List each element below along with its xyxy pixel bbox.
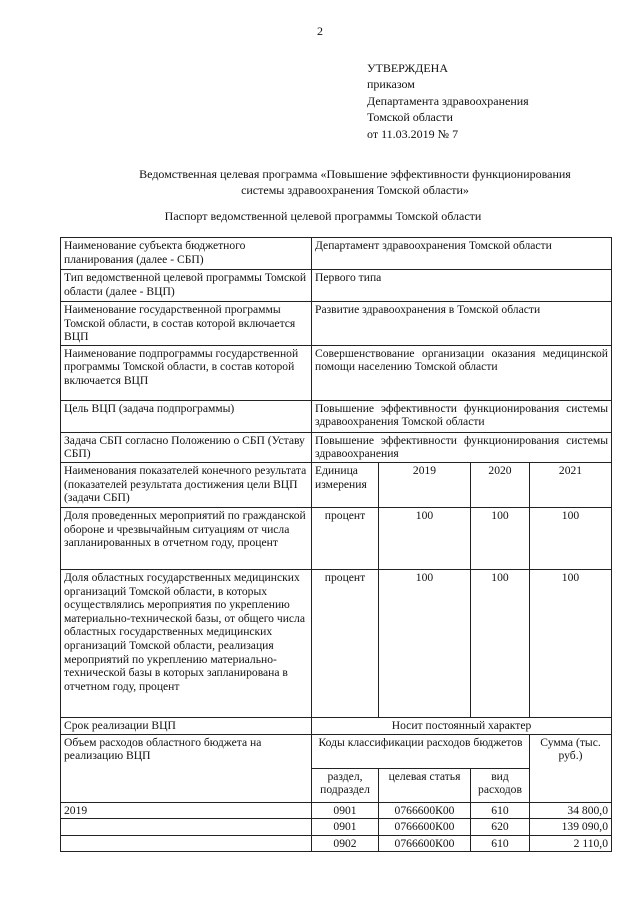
codes-header: Коды классификации расходов бюджетов: [312, 734, 530, 768]
row-label: Задача СБП согласно Положению о СБП (Уставу СБП): [61, 432, 312, 462]
term-label: Срок реализации ВЦП: [61, 717, 312, 734]
year-header: 2021: [530, 462, 612, 507]
indicator-value: 100: [379, 507, 471, 569]
title-line: Ведомственная целевая программа «Повышение эффективности функционирования: [139, 167, 571, 181]
indicator-value: 100: [471, 569, 530, 717]
expense-year-empty: [61, 835, 312, 852]
sum-header: Сумма (тыс. руб.): [530, 734, 612, 802]
row-value: Первого типа: [312, 270, 612, 302]
indicator-name: Доля проведенных мероприятий по гражданской обороне и чрезвычайным ситуациям от числа запланированных в отчетном году, процент: [61, 507, 312, 569]
row-value: Совершенствование организации оказания медицинской помощи населению Томской области: [312, 345, 612, 400]
approval-block: [367, 60, 529, 142]
expenses-label: Объем расходов областного бюджета на реализацию ВЦП: [61, 734, 312, 802]
row-label: Цель ВЦП (задача подпрограммы): [61, 400, 312, 432]
year-header: 2020: [471, 462, 530, 507]
expense-section: 0901: [312, 802, 379, 819]
section-header: раздел, подраздел: [312, 768, 379, 802]
approval-line: приказом: [367, 77, 415, 92]
expense-sum: 139 090,0: [530, 819, 612, 836]
row-value: Департамент здравоохранения Томской области: [312, 238, 612, 270]
year-header: 2019: [379, 462, 471, 507]
row-label: Тип ведомственной целевой программы Томской области (далее - ВЦП): [61, 270, 312, 302]
table-row: [61, 400, 612, 432]
expense-type: 620: [471, 819, 530, 836]
table-row: [61, 238, 612, 270]
type-header: вид расходов: [471, 768, 530, 802]
expense-type: 610: [471, 802, 530, 819]
row-label: Наименование субъекта бюджетного планирования (далее - СБП): [61, 238, 312, 270]
row-label: Наименование подпрограммы государственной программы Томской области, в состав которой включается ВЦП: [61, 345, 312, 400]
table-row: [61, 432, 612, 462]
table-row: [61, 270, 612, 302]
indicator-value: 100: [471, 507, 530, 569]
article-header: целевая статья: [379, 768, 471, 802]
table-row: [61, 345, 612, 400]
expense-section: 0901: [312, 819, 379, 836]
expense-section: 0902: [312, 835, 379, 852]
expense-type: 610: [471, 835, 530, 852]
indicator-value: 100: [379, 569, 471, 717]
page-number: 2: [317, 24, 323, 38]
row-value: Повышение эффективности функционирования системы здравоохранения Томской области: [312, 400, 612, 432]
title-line: системы здравоохранения Томской области»: [241, 183, 469, 198]
passport-subtitle: Паспорт ведомственной целевой программы Томской области: [164, 209, 482, 223]
expense-sum: 2 110,0: [530, 835, 612, 852]
term-value: Носит постоянный характер: [312, 717, 612, 734]
table-row: [61, 302, 612, 346]
expense-sum: 34 800,0: [530, 802, 612, 819]
indicators-header-label: Наименования показателей конечного результата (показателей результата достижения цели ВЦП (задачи СБП): [61, 462, 312, 507]
expenses-header-row: [61, 734, 612, 768]
row-value: Развитие здравоохранения в Томской области: [312, 302, 612, 346]
term-row: [61, 717, 612, 734]
expense-article: 0766600К00: [379, 802, 471, 819]
expense-article: 0766600К00: [379, 835, 471, 852]
approval-line: Томской области: [367, 110, 453, 125]
expense-year-empty: [61, 819, 312, 836]
indicator-value: 100: [530, 569, 612, 717]
indicators-header-row: [61, 462, 612, 507]
indicator-unit: процент: [312, 507, 379, 569]
expense-row: [61, 819, 612, 836]
expense-row: [61, 802, 612, 819]
row-value: Повышение эффективности функционирования системы здравоохранения: [312, 432, 612, 462]
document-title: [60, 166, 640, 199]
indicator-value: 100: [530, 507, 612, 569]
indicator-row: [61, 569, 612, 717]
indicator-unit: процент: [312, 569, 379, 717]
indicator-name: Доля областных государственных медицинских организаций Томской области, в которых осуществлялись мероприятия по укреплению материально-технической базы, от общего числа областных государственных медицинских организаций Томской области, реализация мероприятий по укреплению материально-технической базы в которых запланирована в отчетном году, процент: [61, 569, 312, 717]
passport-table: [60, 237, 612, 852]
expense-year: 2019: [61, 802, 312, 819]
approval-line: от 11.03.2019 № 7: [367, 126, 459, 141]
expense-article: 0766600К00: [379, 819, 471, 836]
indicator-row: [61, 507, 612, 569]
row-label: Наименование государственной программы Томской области, в состав которой включается ВЦП: [61, 302, 312, 346]
approval-line: Департамента здравоохранения: [367, 93, 529, 108]
unit-header: Единица измерения: [312, 462, 379, 507]
expense-row: [61, 835, 612, 852]
approval-line: УТВЕРЖДЕНА: [367, 61, 449, 75]
